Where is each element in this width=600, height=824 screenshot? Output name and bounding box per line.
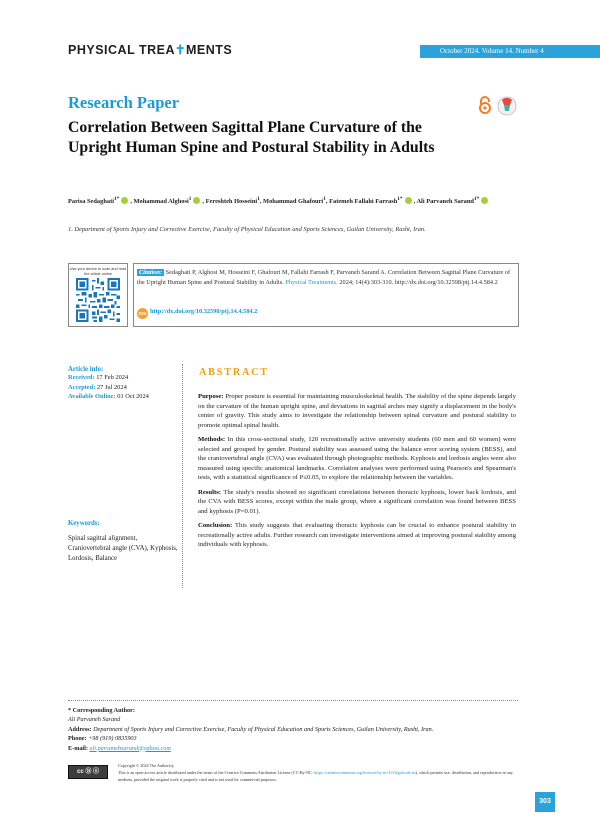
license-url-link[interactable]: https://creativecommons.org/licenses/by-nc/4.0/legalcode.en [314, 770, 416, 775]
author-list: Parisa Sedaghati$^{1*}$ , Mohammad Alghosi$^1$ , Fereshteh Hosseini$^1$, Mohammad Ghafouri$^1$, Fatemeh Fallahi Farrash$^{1*}$ , Ali Parvaneh Sarand$^{1*}$ [68, 196, 548, 205]
corresponding-address: Address: Department of Sports Injury and Corrective Exercise, Faculty of Physical Education and Sports Sciences, Guilan University, Rasht, Iran. [68, 725, 434, 733]
author-affiliation-mark: 1 [257, 196, 260, 202]
orcid-icon[interactable] [121, 197, 128, 204]
column-divider [182, 364, 183, 588]
corresponding-phone: Phone: +98 (919) 0835903 [68, 735, 137, 743]
author-affiliation-mark: 1* [397, 196, 403, 202]
citation-box [133, 263, 519, 327]
accepted-date: Accepted: 27 Jul 2024 [68, 383, 127, 391]
crossmark-icon[interactable] [497, 96, 517, 116]
corresponding-author [68, 706, 518, 753]
issue-info: October 2024. Volume 14. Number 4 [440, 46, 544, 55]
qr-caption: Use your device to scan and read the article online [69, 267, 127, 276]
keywords [68, 520, 178, 564]
article-info [68, 366, 178, 402]
author-name: Mohammad Alghosi [133, 198, 189, 206]
license-text: Copyright © 2024 The Author(s); This is an open access article distributed under the terms of the Creative Commons Attribution License (CC-By-NC: https://creativecommons.org/licenses/by-nc/4.0/legalcode.en), which permits use, distribution, and reproduction in any medium, provided the original work is properly cited and is not used for commercial purposes. [118, 763, 513, 782]
orcid-icon[interactable] [405, 197, 412, 204]
citation-journal-link[interactable]: Physical Treatments. [285, 279, 338, 286]
author-affiliation-mark: 1* [113, 196, 120, 202]
author-name: Fereshteh Hosseini [205, 198, 258, 206]
citation-label: Citation: [139, 269, 163, 276]
corresponding-email: E-mail: ali.parvanehsarand@yahoo.com [68, 744, 171, 752]
journal-header [0, 40, 600, 60]
abstract-results: Results: The study's results showed no significant correlations between thoracic kyphosis, lower back lordosis, and the CVA with BESS scores, except within the male group, where a significant correlation was found between BESS and kyphosis (P=0.01). [198, 488, 516, 515]
abstract-conclusion: Conclusion: This study suggests that evaluating thoracic kyphosis can be crucial to enhance postural stability in recreationally active adults. Further research can investigate interventions aimed at improving postural stability among individuals with kyphosis. [198, 522, 516, 548]
doi-link[interactable]: DOI http://dx.doi.org/10.32598/ptj.14.4.584.2 [137, 308, 257, 319]
corresponding-heading: * Corresponding Author: [68, 707, 135, 714]
orcid-icon[interactable] [481, 197, 488, 204]
paper-title: Correlation Between Sagittal Plane Curvature of the Upright Human Spine and Postural Stability in Adults [68, 119, 435, 156]
author-name: Ali Parvaneh Sarand [416, 198, 474, 206]
citation-text: Citation: Sedaghati P, Alghosi M, Hosseini F, Ghafouri M, Fallahi Farrash F, Parvaneh Sarand A. Correlation Between Sagittal Plane Curvature of the Upright Human Spine and Postural Stability in Adults. Physical Treatments. 2024; 14(4):303-310. http://dx.doi.org/10.32598/ptj.14.4.584.2 [137, 269, 511, 286]
journal-name: PHYSICAL TREA✝MENTS [68, 43, 233, 57]
footer-divider [68, 700, 518, 701]
author-name: Parisa Sedaghati [68, 198, 114, 206]
keywords-heading: Keywords: [68, 520, 100, 527]
cc-license-badge[interactable]: cc Ⓑ Ⓢ [68, 765, 108, 779]
abstract-body [198, 392, 516, 555]
orcid-icon[interactable] [193, 197, 200, 204]
received-date: Received: 17 Feb 2024 [68, 374, 129, 381]
author-affiliation-mark: 1* [473, 196, 480, 202]
keywords-text: Spinal sagittal alignment, Craniovertebral angle (CVA), Kyphosis, Lordosis, Balance [68, 535, 178, 562]
doi-icon: DOI [137, 308, 148, 319]
article-info-heading: Article info: [68, 366, 104, 373]
author-name: Fatemeh Fallahi Farrash [329, 198, 398, 206]
available-date: Available Online: 01 Oct 2024 [68, 393, 149, 401]
qr-box [68, 263, 128, 327]
paper-type: Research Paper [68, 93, 180, 112]
journal-cross-glyph: ✝ [174, 43, 186, 57]
corresponding-name: Ali Parvaneh Sarand [68, 716, 121, 724]
page-number: 303 [535, 792, 555, 812]
qr-code-icon[interactable] [76, 278, 120, 322]
abstract-title: ABSTRACT [199, 367, 269, 378]
author-affiliation-mark: 1 [323, 196, 326, 202]
abstract-methods: Methods: In this cross-sectional study, 120 recreationally active university students (60 men and 60 women) were selected and grouped by gender. Postural stability was assessed using the balance error scoring system (BESS), and the craniovertebral angle (CVA) was evaluated through photographic methods. Kyphosis and lordosis angles were also measured using specific anatomical landmarks. Correlation analyses were performed using Pearson's and Spearman's tests, with a statistical significance of P≤0.05, to explore the relationship between the variables. [198, 436, 517, 481]
author-name: Mohammad Ghafouri [263, 198, 324, 206]
email-link[interactable]: ali.parvanehsarand@yahoo.com [89, 744, 171, 752]
abstract-purpose: Purpose: Proper posture is essential for maintaining musculoskeletal health. The stability of the spine depends largely on the curvature of the human upright spine, and deviations in sagittal arches may signify a displacement in the body's center of gravity. This study aims to investigate the relationship between spinal curvature and postural stability to promote optimal spinal health. [198, 393, 516, 429]
author-affiliation-mark: 1 [188, 196, 192, 202]
affiliation: 1. Department of Sports Injury and Corrective Exercise, Faculty of Physical Education and Sports Sciences, Guilan University, Rasht, Iran. [68, 226, 426, 233]
open-access-icon [478, 96, 492, 114]
